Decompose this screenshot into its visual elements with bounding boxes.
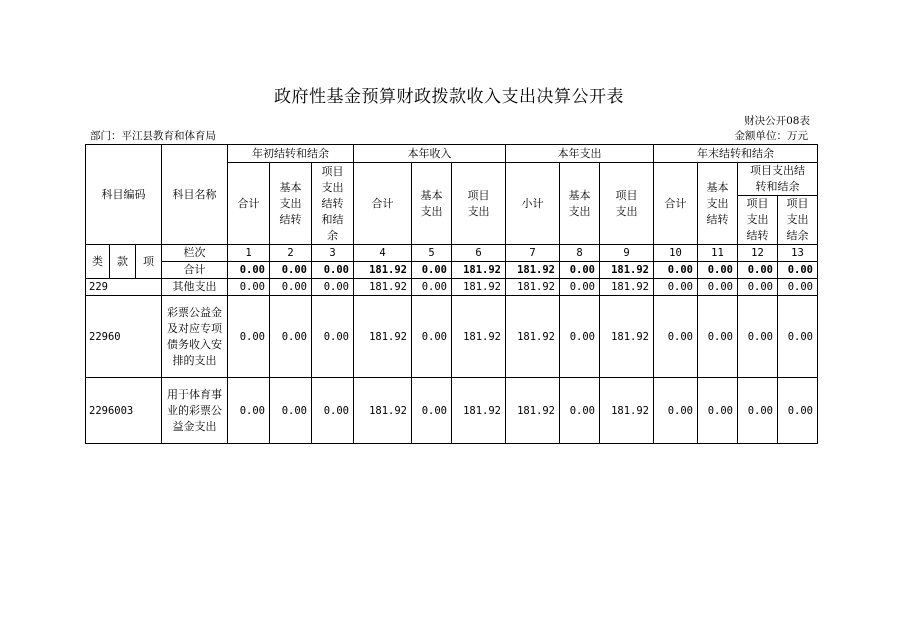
column-index-label: 栏次 (162, 245, 228, 262)
table-row (86, 279, 818, 296)
row-value: 181.92 (452, 296, 506, 378)
row-value: 0.00 (778, 378, 818, 444)
table-row (86, 296, 818, 378)
row-code: 2296003 (86, 378, 162, 444)
row-value: 181.92 (354, 378, 412, 444)
form-code: 财决公开08表 (744, 115, 810, 127)
header-kuan: 款 (110, 245, 136, 279)
header-income-project: 项目支出 (452, 163, 506, 245)
row-value: 181.92 (354, 279, 412, 296)
row-value: 0.00 (778, 279, 818, 296)
header-begin-basic: 基本支出结转 (270, 163, 312, 245)
total-cell: 181.92 (506, 262, 560, 279)
header-expense-subtotal: 小计 (506, 163, 560, 245)
header-group-expense: 本年支出 (506, 145, 654, 163)
total-cell: 0.00 (698, 262, 738, 279)
total-cell: 0.00 (778, 262, 818, 279)
row-value: 0.00 (560, 279, 600, 296)
row-value: 0.00 (778, 296, 818, 378)
row-name: 其他支出 (162, 279, 228, 296)
department-label: 部门：平江县教育和体育局 (90, 130, 216, 142)
column-number: 10 (654, 245, 698, 262)
header-end-basic: 基本支出结转 (698, 163, 738, 245)
row-value: 0.00 (228, 279, 270, 296)
total-cell: 0.00 (312, 262, 354, 279)
row-code: 229 (86, 279, 162, 296)
row-value: 0.00 (698, 378, 738, 444)
column-number: 11 (698, 245, 738, 262)
row-value: 181.92 (600, 296, 654, 378)
total-cell: 181.92 (354, 262, 412, 279)
row-value: 0.00 (228, 378, 270, 444)
total-cell: 0.00 (560, 262, 600, 279)
row-value: 0.00 (312, 279, 354, 296)
header-group-end: 年末结转和结余 (654, 145, 818, 163)
total-cell: 0.00 (270, 262, 312, 279)
header-xiang: 项 (136, 245, 162, 279)
row-value: 0.00 (698, 279, 738, 296)
row-value: 181.92 (600, 378, 654, 444)
row-value: 0.00 (654, 279, 698, 296)
total-cell: 181.92 (600, 262, 654, 279)
row-value: 181.92 (600, 279, 654, 296)
total-cell: 0.00 (412, 262, 452, 279)
total-row-label: 合计 (162, 262, 228, 279)
header-end-project-balance: 项目支出结余 (778, 196, 818, 245)
row-value: 0.00 (560, 296, 600, 378)
column-number: 13 (778, 245, 818, 262)
row-value: 0.00 (270, 279, 312, 296)
row-value: 181.92 (452, 378, 506, 444)
column-number: 1 (228, 245, 270, 262)
row-code: 22960 (86, 296, 162, 378)
header-subject-code: 科目编码 (86, 145, 162, 245)
column-number: 3 (312, 245, 354, 262)
row-name: 用于体育事业的彩票公益金支出 (162, 378, 228, 444)
row-value: 181.92 (506, 279, 560, 296)
header-income-basic: 基本支出 (412, 163, 452, 245)
budget-table (85, 144, 818, 444)
row-value: 0.00 (560, 378, 600, 444)
row-value: 0.00 (270, 378, 312, 444)
column-number: 4 (354, 245, 412, 262)
total-cell: 0.00 (228, 262, 270, 279)
column-number: 5 (412, 245, 452, 262)
page-title: 政府性基金预算财政拨款收入支出决算公开表 (274, 87, 624, 107)
column-number: 8 (560, 245, 600, 262)
column-number: 7 (506, 245, 560, 262)
row-value: 181.92 (452, 279, 506, 296)
row-value: 0.00 (654, 378, 698, 444)
row-value: 0.00 (738, 378, 778, 444)
header-begin-project: 项目支出结转和结余 (312, 163, 354, 245)
header-subject-name: 科目名称 (162, 145, 228, 245)
header-income-total: 合计 (354, 163, 412, 245)
row-value: 0.00 (738, 279, 778, 296)
unit-label: 金额单位：万元 (734, 130, 808, 142)
row-value: 0.00 (412, 378, 452, 444)
column-number: 9 (600, 245, 654, 262)
row-value: 0.00 (312, 378, 354, 444)
row-value: 181.92 (506, 296, 560, 378)
header-expense-project: 项目支出 (600, 163, 654, 245)
row-value: 0.00 (654, 296, 698, 378)
header-group-income: 本年收入 (354, 145, 506, 163)
total-cell: 0.00 (654, 262, 698, 279)
header-expense-basic: 基本支出 (560, 163, 600, 245)
row-value: 0.00 (412, 279, 452, 296)
row-value: 181.92 (354, 296, 412, 378)
row-value: 0.00 (738, 296, 778, 378)
header-lei: 类 (86, 245, 110, 279)
header-end-project-carry: 项目支出结转 (738, 196, 778, 245)
column-number: 2 (270, 245, 312, 262)
total-cell: 0.00 (738, 262, 778, 279)
header-end-total: 合计 (654, 163, 698, 245)
column-number: 12 (738, 245, 778, 262)
column-number: 6 (452, 245, 506, 262)
row-value: 0.00 (412, 296, 452, 378)
header-end-project-group: 项目支出结转和结余 (738, 163, 818, 196)
row-value: 0.00 (698, 296, 738, 378)
row-name: 彩票公益金及对应专项债务收入安排的支出 (162, 296, 228, 378)
row-value: 0.00 (312, 296, 354, 378)
table-row (86, 378, 818, 444)
header-begin-total: 合计 (228, 163, 270, 245)
row-value: 0.00 (270, 296, 312, 378)
header-group-begin: 年初结转和结余 (228, 145, 354, 163)
row-value: 181.92 (506, 378, 560, 444)
total-cell: 181.92 (452, 262, 506, 279)
row-value: 0.00 (228, 296, 270, 378)
